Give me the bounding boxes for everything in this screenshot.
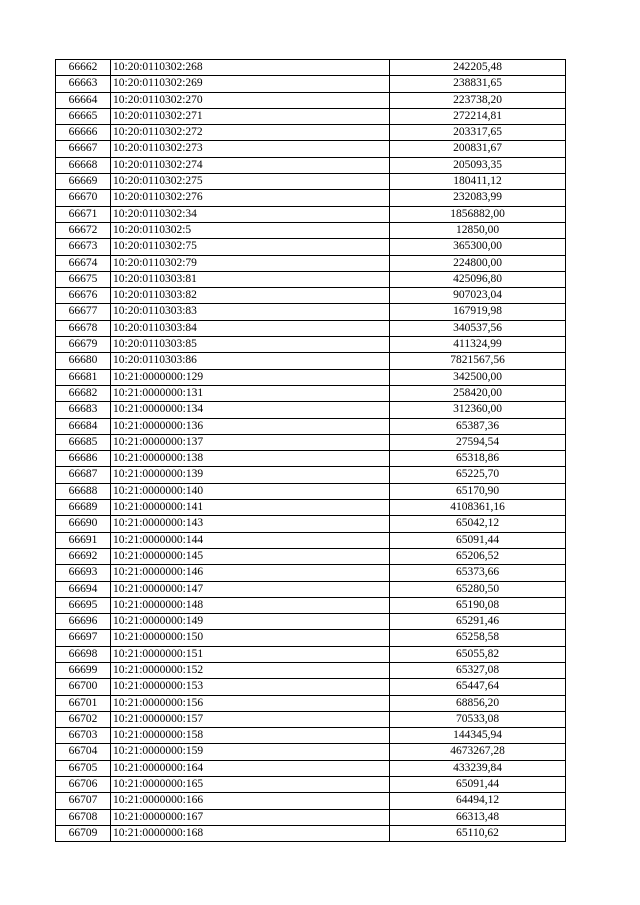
table-row <box>56 76 566 92</box>
cadastral-number-cell: 10:20:0110303:86 <box>111 353 390 369</box>
cadastral-number-cell: 10:21:0000000:152 <box>111 662 390 678</box>
row-number-cell: 66675 <box>56 271 111 287</box>
table-row <box>56 500 566 516</box>
row-number-cell: 66689 <box>56 500 111 516</box>
cadastral-number-cell: 10:20:0110302:269 <box>111 76 390 92</box>
cadastral-number-cell: 10:21:0000000:153 <box>111 679 390 695</box>
cadastral-number-cell: 10:21:0000000:157 <box>111 711 390 727</box>
row-number-cell: 66666 <box>56 125 111 141</box>
table-row <box>56 597 566 613</box>
cadastral-number-cell: 10:20:0110302:273 <box>111 141 390 157</box>
cadastral-value-cell: 223738,20 <box>390 92 566 108</box>
row-number-cell: 66680 <box>56 353 111 369</box>
row-number-cell: 66691 <box>56 532 111 548</box>
table-row <box>56 141 566 157</box>
cadastral-number-cell: 10:21:0000000:136 <box>111 418 390 434</box>
row-number-cell: 66681 <box>56 369 111 385</box>
table-row <box>56 516 566 532</box>
cadastral-number-cell: 10:21:0000000:129 <box>111 369 390 385</box>
cadastral-number-cell: 10:21:0000000:148 <box>111 597 390 613</box>
row-number-cell: 66672 <box>56 222 111 238</box>
cadastral-number-cell: 10:20:0110302:34 <box>111 206 390 222</box>
row-number-cell: 66678 <box>56 320 111 336</box>
row-number-cell: 66669 <box>56 174 111 190</box>
cadastral-value-cell: 65206,52 <box>390 548 566 564</box>
cadastral-value-cell: 144345,94 <box>390 728 566 744</box>
cadastral-number-cell: 10:21:0000000:166 <box>111 793 390 809</box>
cadastral-value-cell: 65225,70 <box>390 467 566 483</box>
cadastral-value-cell: 65373,66 <box>390 565 566 581</box>
cadastral-value-cell: 65042,12 <box>390 516 566 532</box>
cadastral-number-cell: 10:21:0000000:140 <box>111 483 390 499</box>
cadastral-value-cell: 242205,48 <box>390 60 566 76</box>
cadastral-value-cell: 65258,58 <box>390 630 566 646</box>
cadastral-value-cell: 65110,62 <box>390 825 566 841</box>
table-row <box>56 809 566 825</box>
cadastral-value-cell: 65091,44 <box>390 532 566 548</box>
cadastral-number-cell: 10:20:0110302:276 <box>111 190 390 206</box>
cadastral-number-cell: 10:21:0000000:134 <box>111 402 390 418</box>
cadastral-value-cell: 167919,98 <box>390 304 566 320</box>
cadastral-value-cell: 411324,99 <box>390 337 566 353</box>
row-number-cell: 66684 <box>56 418 111 434</box>
table-row <box>56 679 566 695</box>
cadastral-value-cell: 65280,50 <box>390 581 566 597</box>
row-number-cell: 66695 <box>56 597 111 613</box>
cadastral-number-cell: 10:21:0000000:150 <box>111 630 390 646</box>
cadastral-number-cell: 10:21:0000000:168 <box>111 825 390 841</box>
cadastral-number-cell: 10:20:0110302:75 <box>111 239 390 255</box>
row-number-cell: 66697 <box>56 630 111 646</box>
row-number-cell: 66664 <box>56 92 111 108</box>
table-row <box>56 646 566 662</box>
cadastral-value-cell: 65387,36 <box>390 418 566 434</box>
cadastral-value-cell: 12850,00 <box>390 222 566 238</box>
table-body <box>56 60 566 842</box>
cadastral-number-cell: 10:21:0000000:137 <box>111 434 390 450</box>
cadastral-value-cell: 224800,00 <box>390 255 566 271</box>
table-row <box>56 532 566 548</box>
cadastral-number-cell: 10:21:0000000:165 <box>111 777 390 793</box>
table-row <box>56 777 566 793</box>
row-number-cell: 66679 <box>56 337 111 353</box>
cadastral-number-cell: 10:20:0110302:272 <box>111 125 390 141</box>
cadastral-value-cell: 70533,08 <box>390 711 566 727</box>
row-number-cell: 66701 <box>56 695 111 711</box>
table-row <box>56 125 566 141</box>
cadastral-number-cell: 10:21:0000000:158 <box>111 728 390 744</box>
cadastral-value-cell: 258420,00 <box>390 385 566 401</box>
row-number-cell: 66677 <box>56 304 111 320</box>
table-row <box>56 206 566 222</box>
row-number-cell: 66698 <box>56 646 111 662</box>
cadastral-number-cell: 10:20:0110303:85 <box>111 337 390 353</box>
row-number-cell: 66676 <box>56 288 111 304</box>
cadastral-value-cell: 65291,46 <box>390 614 566 630</box>
cadastral-number-cell: 10:20:0110302:5 <box>111 222 390 238</box>
cadastral-value-cell: 238831,65 <box>390 76 566 92</box>
row-number-cell: 66690 <box>56 516 111 532</box>
table-row <box>56 825 566 841</box>
table-row <box>56 467 566 483</box>
cadastral-number-cell: 10:21:0000000:143 <box>111 516 390 532</box>
table-row <box>56 320 566 336</box>
row-number-cell: 66688 <box>56 483 111 499</box>
table-row <box>56 369 566 385</box>
cadastral-number-cell: 10:20:0110302:79 <box>111 255 390 271</box>
table-row <box>56 337 566 353</box>
table-row <box>56 60 566 76</box>
cadastral-number-cell: 10:20:0110302:270 <box>111 92 390 108</box>
row-number-cell: 66699 <box>56 662 111 678</box>
table-row <box>56 271 566 287</box>
row-number-cell: 66686 <box>56 451 111 467</box>
cadastral-value-cell: 65327,08 <box>390 662 566 678</box>
table-row <box>56 304 566 320</box>
cadastral-value-cell: 4108361,16 <box>390 500 566 516</box>
cadastral-value-cell: 65170,90 <box>390 483 566 499</box>
row-number-cell: 66692 <box>56 548 111 564</box>
cadastral-number-cell: 10:20:0110302:274 <box>111 157 390 173</box>
row-number-cell: 66703 <box>56 728 111 744</box>
row-number-cell: 66693 <box>56 565 111 581</box>
table-row <box>56 222 566 238</box>
row-number-cell: 66709 <box>56 825 111 841</box>
table-row <box>56 728 566 744</box>
cadastral-number-cell: 10:21:0000000:146 <box>111 565 390 581</box>
cadastral-number-cell: 10:21:0000000:167 <box>111 809 390 825</box>
cadastral-value-cell: 907023,04 <box>390 288 566 304</box>
table-row <box>56 402 566 418</box>
table-row <box>56 548 566 564</box>
cadastral-value-cell: 425096,80 <box>390 271 566 287</box>
table-row <box>56 288 566 304</box>
row-number-cell: 66665 <box>56 108 111 124</box>
row-number-cell: 66696 <box>56 614 111 630</box>
cadastral-number-cell: 10:21:0000000:139 <box>111 467 390 483</box>
row-number-cell: 66668 <box>56 157 111 173</box>
cadastral-value-cell: 205093,35 <box>390 157 566 173</box>
table-row <box>56 744 566 760</box>
cadastral-value-cell: 4673267,28 <box>390 744 566 760</box>
cadastral-number-cell: 10:20:0110303:84 <box>111 320 390 336</box>
cadastral-value-cell: 1856882,00 <box>390 206 566 222</box>
table-row <box>56 385 566 401</box>
table-row <box>56 353 566 369</box>
row-number-cell: 66685 <box>56 434 111 450</box>
row-number-cell: 66707 <box>56 793 111 809</box>
table-row <box>56 108 566 124</box>
table-row <box>56 760 566 776</box>
cadastral-value-cell: 203317,65 <box>390 125 566 141</box>
row-number-cell: 66702 <box>56 711 111 727</box>
row-number-cell: 66700 <box>56 679 111 695</box>
table-row <box>56 793 566 809</box>
table-row <box>56 614 566 630</box>
cadastral-number-cell: 10:21:0000000:151 <box>111 646 390 662</box>
cadastral-value-cell: 65190,08 <box>390 597 566 613</box>
cadastral-value-cell: 65091,44 <box>390 777 566 793</box>
cadastral-value-cell: 365300,00 <box>390 239 566 255</box>
cadastral-value-cell: 433239,84 <box>390 760 566 776</box>
row-number-cell: 66667 <box>56 141 111 157</box>
row-number-cell: 66708 <box>56 809 111 825</box>
cadastral-number-cell: 10:20:0110303:83 <box>111 304 390 320</box>
table-row <box>56 451 566 467</box>
table-row <box>56 434 566 450</box>
cadastral-number-cell: 10:21:0000000:164 <box>111 760 390 776</box>
cadastral-value-cell: 200831,67 <box>390 141 566 157</box>
cadastral-number-cell: 10:21:0000000:138 <box>111 451 390 467</box>
cadastral-value-cell: 27594,54 <box>390 434 566 450</box>
row-number-cell: 66706 <box>56 777 111 793</box>
cadastral-value-cell: 232083,99 <box>390 190 566 206</box>
table-row <box>56 565 566 581</box>
table-row <box>56 662 566 678</box>
table-row <box>56 92 566 108</box>
cadastral-value-cell: 7821567,56 <box>390 353 566 369</box>
row-number-cell: 66673 <box>56 239 111 255</box>
table-row <box>56 255 566 271</box>
table-row <box>56 581 566 597</box>
cadastral-number-cell: 10:21:0000000:141 <box>111 500 390 516</box>
cadastral-number-cell: 10:21:0000000:145 <box>111 548 390 564</box>
row-number-cell: 66662 <box>56 60 111 76</box>
row-number-cell: 66682 <box>56 385 111 401</box>
row-number-cell: 66674 <box>56 255 111 271</box>
data-table <box>55 59 566 842</box>
cadastral-value-cell: 66313,48 <box>390 809 566 825</box>
row-number-cell: 66671 <box>56 206 111 222</box>
cadastral-number-cell: 10:20:0110302:271 <box>111 108 390 124</box>
table-row <box>56 418 566 434</box>
cadastral-number-cell: 10:20:0110302:268 <box>111 60 390 76</box>
cadastral-number-cell: 10:20:0110302:275 <box>111 174 390 190</box>
cadastral-value-cell: 64494,12 <box>390 793 566 809</box>
cadastral-value-cell: 272214,81 <box>390 108 566 124</box>
cadastral-value-cell: 68856,20 <box>390 695 566 711</box>
cadastral-number-cell: 10:21:0000000:131 <box>111 385 390 401</box>
cadastral-number-cell: 10:21:0000000:144 <box>111 532 390 548</box>
row-number-cell: 66705 <box>56 760 111 776</box>
cadastral-number-cell: 10:20:0110303:81 <box>111 271 390 287</box>
cadastral-number-cell: 10:21:0000000:149 <box>111 614 390 630</box>
cadastral-value-cell: 180411,12 <box>390 174 566 190</box>
cadastral-value-cell: 65318,86 <box>390 451 566 467</box>
row-number-cell: 66663 <box>56 76 111 92</box>
table-row <box>56 630 566 646</box>
row-number-cell: 66704 <box>56 744 111 760</box>
cadastral-value-cell: 340537,56 <box>390 320 566 336</box>
table-row <box>56 190 566 206</box>
table-row <box>56 157 566 173</box>
cadastral-value-cell: 342500,00 <box>390 369 566 385</box>
table-row <box>56 174 566 190</box>
cadastral-number-cell: 10:20:0110303:82 <box>111 288 390 304</box>
row-number-cell: 66670 <box>56 190 111 206</box>
row-number-cell: 66683 <box>56 402 111 418</box>
cadastral-value-cell: 312360,00 <box>390 402 566 418</box>
table-row <box>56 695 566 711</box>
cadastral-number-cell: 10:21:0000000:159 <box>111 744 390 760</box>
cadastral-number-cell: 10:21:0000000:147 <box>111 581 390 597</box>
table-row <box>56 483 566 499</box>
row-number-cell: 66694 <box>56 581 111 597</box>
table-row <box>56 239 566 255</box>
cadastral-number-cell: 10:21:0000000:156 <box>111 695 390 711</box>
table-row <box>56 711 566 727</box>
cadastral-value-cell: 65447,64 <box>390 679 566 695</box>
cadastral-value-cell: 65055,82 <box>390 646 566 662</box>
row-number-cell: 66687 <box>56 467 111 483</box>
